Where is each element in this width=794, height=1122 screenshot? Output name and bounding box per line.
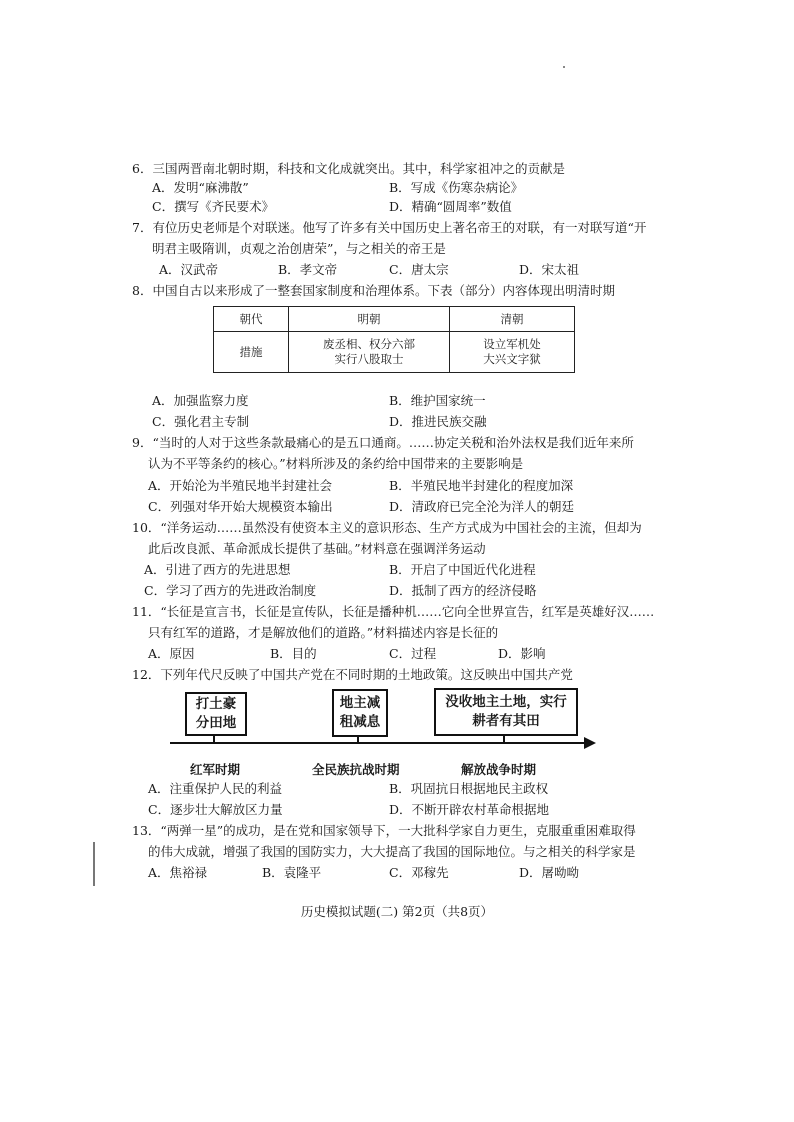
q7-stem-line2: 明君主吸隋训，贞观之治创唐荣”，与之相关的帝王是 — [152, 241, 446, 256]
timeline-box-1-line-1: 打土豪 — [195, 696, 237, 712]
q8-table — [213, 306, 575, 373]
timeline-arrow-icon — [584, 737, 596, 749]
q6-option-b: B．写成《伤寒杂病论》 — [389, 180, 524, 195]
q8-option-c: C．强化君主专制 — [152, 414, 250, 429]
table-header-dynasty: 朝代 — [214, 307, 289, 332]
q11-option-a: A．原因 — [148, 646, 195, 661]
timeline-period-1: 红军时期 — [190, 762, 241, 777]
q7-option-b: B．孝文帝 — [278, 262, 338, 277]
timeline-box-3-line-1: 没收地主土地，实行 — [445, 694, 567, 710]
q12-option-d: D．不断开辟农村革命根据地 — [389, 802, 550, 817]
timeline-period-3: 解放战争时期 — [461, 762, 537, 777]
table-cell-qing — [450, 332, 575, 373]
q7-option-d: D．宋太祖 — [519, 262, 580, 277]
q10-option-b: B．开启了中国近代化进程 — [389, 562, 536, 577]
timeline-box-2-line-2: 租减息 — [339, 714, 381, 730]
timeline-box-2-line-1: 地主减 — [339, 695, 381, 711]
q8-option-a: A．加强监察力度 — [152, 393, 249, 408]
q8-stem: 8．中国自古以来形成了一整套国家制度和治理体系。下表（部分）内容体现出明清时期 — [132, 283, 615, 298]
q11-option-b: B．目的 — [270, 646, 317, 661]
q6-option-c: C．撰写《齐民要术》 — [152, 199, 275, 214]
timeline-box-2 — [332, 689, 388, 737]
q10-option-c: C．学习了西方的先进政治制度 — [144, 583, 317, 598]
q11-option-c: C．过程 — [389, 646, 437, 661]
q9-option-d: D．清政府已完全沦为洋人的朝廷 — [389, 499, 575, 514]
q6-option-d: D．精确“圆周率”数值 — [389, 199, 512, 214]
q7-option-c: C．唐太宗 — [389, 262, 449, 277]
q12-option-a: A．注重保护人民的利益 — [148, 781, 283, 796]
q7-option-a: A．汉武帝 — [159, 262, 219, 277]
qing-measure-2: 大兴文字狱 — [483, 352, 541, 366]
q10-option-d: D．抵制了西方的经济侵略 — [389, 583, 537, 598]
q13-stem-line1: 13．“两弹一星”的成功，是在党和国家领导下，一大批科学家自力更生，克服重重困难取得 — [132, 823, 636, 838]
q11-stem-line2: 只有红军的道路，才是解放他们的道路。”材料描述内容是长征的 — [148, 625, 499, 640]
table-header-qing: 清朝 — [450, 307, 575, 332]
q7-stem-line1: 7．有位历史老师是个对联迷。他写了许多有关中国历史上著名帝王的对联，有一对联写道“开 — [132, 220, 647, 235]
q13-option-b: B．袁隆平 — [262, 865, 322, 880]
ming-measure-1: 废丞相、权分六部 — [323, 337, 415, 351]
q12-option-c: C．逐步壮大解放区力量 — [148, 802, 283, 817]
q12-option-b: B．巩固抗日根据地民主政权 — [389, 781, 549, 796]
timeline-box-3 — [434, 688, 578, 736]
ming-measure-2: 实行八股取士 — [334, 352, 404, 366]
q11-stem-line1: 11．“长征是宣言书，长征是宣传队，长征是播种机……它向全世界宣告，红军是英雄好汉…… — [132, 604, 655, 619]
qing-measure-1: 设立军机处 — [483, 337, 541, 351]
q10-option-a: A．引进了西方的先进思想 — [144, 562, 291, 577]
q13-stem-line2: 的伟大成就，增强了我国的国防实力，大大提高了我国的国际地位。与之相关的科学家是 — [148, 844, 636, 859]
table-header-ming: 明朝 — [289, 307, 450, 332]
q13-option-a: A．焦裕禄 — [148, 865, 208, 880]
page-footer: 历史模拟试题(二) 第2页（共8页） — [300, 904, 494, 919]
scan-speck — [563, 66, 565, 68]
margin-line — [93, 842, 95, 886]
q9-stem-line1: 9．“当时的人对于这些条款最痛心的是五口通商。……协定关税和治外法权是我们近年来所 — [132, 435, 634, 450]
q8-option-b: B．维护国家统一 — [389, 393, 486, 408]
timeline-box-1-line-2: 分田地 — [195, 715, 237, 731]
q12-stem: 12．下列年代尺反映了中国共产党在不同时期的土地政策。这反映出中国共产党 — [132, 667, 573, 682]
q9-option-b: B．半殖民地半封建化的程度加深 — [389, 478, 574, 493]
table-row-label: 措施 — [214, 332, 289, 373]
q10-stem-line2: 此后改良派、革命派成长提供了基础。”材料意在强调洋务运动 — [148, 541, 486, 556]
q6-option-a: A．发明“麻沸散” — [152, 180, 249, 195]
q10-stem-line1: 10．“洋务运动……虽然没有使资本主义的意识形态、生产方式成为中国社会的主流，但却为 — [132, 520, 642, 535]
q8-option-d: D．推进民族交融 — [389, 414, 487, 429]
table-cell-ming — [289, 332, 450, 373]
timeline-period-2: 全民族抗战时期 — [312, 762, 400, 777]
q9-stem-line2: 认为不平等条约的核心。”材料所涉及的条约给中国带来的主要影响是 — [148, 456, 524, 471]
q6-stem: 6．三国两晋南北朝时期，科技和文化成就突出。其中，科学家祖冲之的贡献是 — [132, 161, 565, 176]
q13-option-c: C．邓稼先 — [389, 865, 449, 880]
timeline-box-3-line-2: 耕者有其田 — [472, 713, 540, 729]
q11-option-d: D．影响 — [498, 646, 546, 661]
timeline-box-1 — [185, 692, 247, 736]
q9-option-a: A．开始沦为半殖民地半封建社会 — [148, 478, 333, 493]
timeline-axis — [170, 742, 586, 744]
q9-option-c: C．列强对华开始大规模资本输出 — [148, 499, 333, 514]
q13-option-d: D．屠呦呦 — [519, 865, 580, 880]
